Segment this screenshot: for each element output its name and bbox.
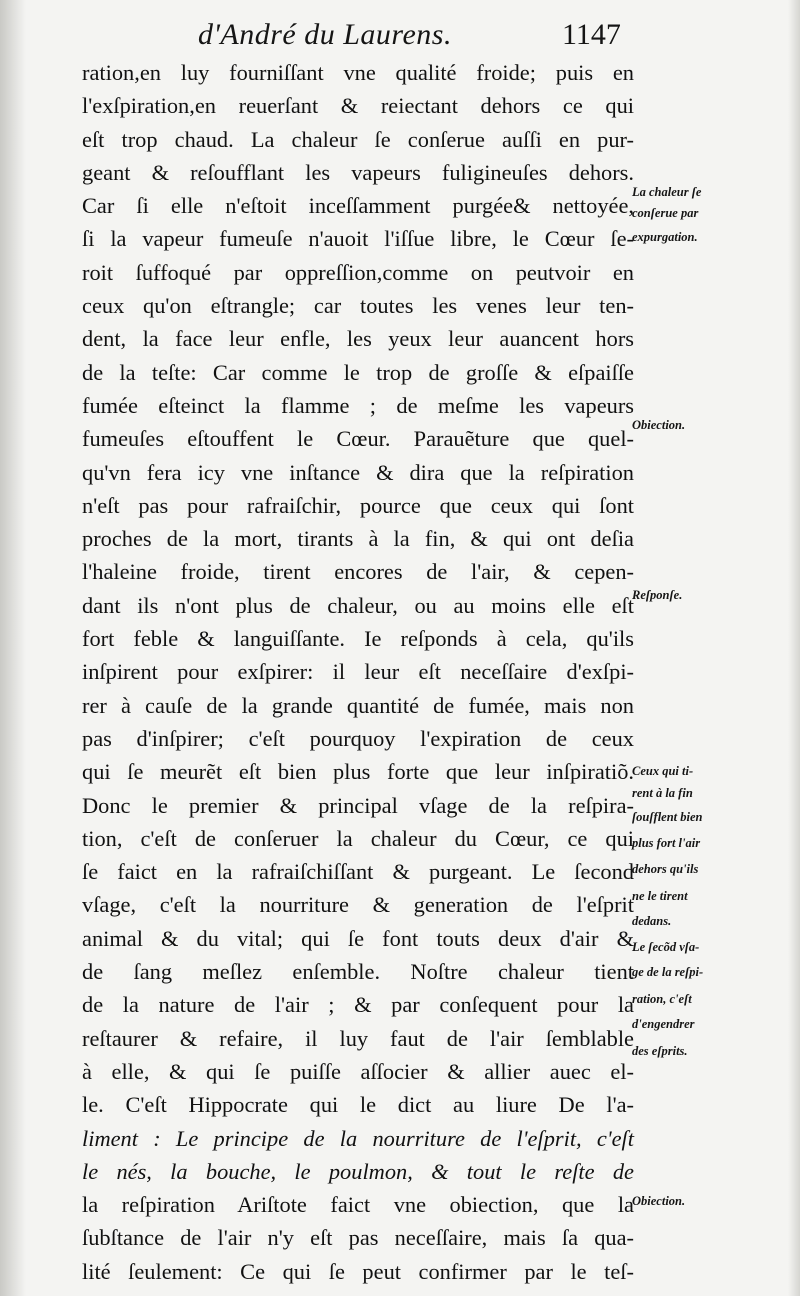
margin-note: Le ſecõd vſa- bbox=[632, 940, 700, 954]
text-line: ſe faict en la rafraiſchiſſant & purgeant. Le ſecond bbox=[82, 859, 634, 885]
text-line: l'exſpiration,en reuerſant & reiectant dehors ce qui bbox=[82, 93, 634, 119]
margin-note: ſouſflent bien bbox=[632, 810, 703, 824]
margin-note: ge de la reſpi- bbox=[632, 965, 704, 979]
text-line: de la teſte: Car comme le trop de groſſe & eſpaiſſe bbox=[82, 359, 634, 385]
margin-note: plus fort l'air bbox=[632, 836, 701, 850]
text-line: reſtaurer & refaire, il luy faut de l'air ſemblable bbox=[82, 1025, 634, 1051]
margin-note: expurgation. bbox=[632, 230, 698, 244]
text-line: vſage, c'eſt la nourriture & generation de l'eſprit bbox=[82, 892, 634, 918]
text-line: n'eſt pas pour rafraiſchir, pource que ceux qui ſont bbox=[82, 492, 634, 518]
text-line: ſi la vapeur fumeuſe n'auoit l'iſſue libre, le Cœur ſe- bbox=[82, 226, 634, 252]
margin-note: Reſponſe. bbox=[632, 588, 683, 602]
text-line: dent, la face leur enfle, les yeux leur auancent hors bbox=[82, 326, 634, 352]
text-line: de la nature de l'air ; & par conſequent pour la bbox=[82, 992, 634, 1018]
text-line: le. C'eſt Hippocrate qui le dict au liure De l'a- bbox=[82, 1092, 634, 1118]
text-line: proches de la mort, tirants à la fin, & qui ont deſia bbox=[82, 526, 634, 552]
margin-note: ration, c'eſt bbox=[632, 992, 692, 1006]
text-line: geant & reſoufflant les vapeurs fuligineuſes dehors. bbox=[82, 159, 634, 185]
text-line: fumeuſes eſtouffent le Cœur. Parauẽture que quel- bbox=[82, 426, 634, 452]
margin-note: Obiection. bbox=[632, 1194, 686, 1208]
text-line: roit ſuffoqué par oppreſſion,comme on peutvoir en bbox=[82, 259, 634, 285]
margin-note: ne le tirent bbox=[632, 889, 688, 903]
text-line: qu'vn fera icy vne inſtance & dira que la reſpiration bbox=[82, 459, 634, 485]
margin-note: Obiection. bbox=[632, 418, 686, 432]
text-line: fumée eſteinct la flamme ; de meſme les vapeurs bbox=[82, 392, 634, 418]
text-line: tion, c'eſt de conſeruer la chaleur du Cœur, ce qui bbox=[82, 825, 634, 851]
margin-note: conſerue par bbox=[632, 206, 699, 220]
text-line: l'haleine froide, tirent encores de l'air, & cepen- bbox=[82, 559, 634, 585]
margin-notes bbox=[632, 0, 782, 1296]
text-line: eſt trop chaud. La chaleur ſe conſerue auſſi en pur- bbox=[82, 126, 634, 152]
text-line: de ſang meſlez enſemble. Noſtre chaleur tient bbox=[82, 959, 634, 985]
text-line: à elle, & qui ſe puiſſe aſſocier & allier auec el- bbox=[82, 1058, 634, 1084]
text-line: Car ſi elle n'eſtoit inceſſamment purgée& nettoyée, bbox=[82, 193, 634, 219]
text-line: qui ſe meurẽt eſt bien plus forte que leur inſpiratiõ. bbox=[82, 759, 634, 785]
text-line: Donc le premier & principal vſage de la reſpira- bbox=[82, 792, 634, 818]
margin-note: d'engendrer bbox=[632, 1017, 695, 1031]
text-line: fort feble & languiſſante. Ie reſponds à cela, qu'ils bbox=[82, 626, 634, 652]
text-line: dant ils n'ont plus de chaleur, ou au moins elle eſt bbox=[82, 592, 634, 618]
text-line: lité ſeulement: Ce qui ſe peut confirmer par le teſ- bbox=[82, 1258, 634, 1284]
text-line: ration,en luy fourniſſant vne qualité froide; puis en bbox=[82, 60, 634, 85]
text-line: inſpirent pour exſpirer: il leur eſt neceſſaire d'exſpi- bbox=[82, 659, 634, 685]
text-line: ceux qu'on eſtrangle; car toutes les venes leur ten- bbox=[82, 293, 634, 319]
margin-note: rent à la fin bbox=[632, 786, 693, 800]
margin-note: La chaleur ſe bbox=[632, 185, 702, 199]
margin-note: dehors qu'ils bbox=[632, 862, 699, 876]
text-line: rer à cauſe de la grande quantité de fumée, mais non bbox=[82, 692, 634, 718]
page-number: 1147 bbox=[562, 18, 621, 51]
text-line: ſubſtance de l'air n'y eſt pas neceſſaire, mais ſa qua- bbox=[82, 1225, 634, 1251]
body-text bbox=[82, 56, 634, 1288]
text-line: pas d'inſpirer; c'eſt pourquoy l'expiration de ceux bbox=[82, 725, 634, 751]
margin-note: des eſprits. bbox=[632, 1044, 688, 1058]
running-title: d'André du Laurens. bbox=[198, 18, 452, 51]
margin-note: dedans. bbox=[632, 914, 672, 928]
text-line: animal & du vital; qui ſe font touts deux d'air & bbox=[82, 925, 634, 951]
text-line-italic-quote: le nés, la bouche, le poulmon, & tout le reſte de bbox=[82, 1158, 634, 1184]
margin-note: Ceux qui ti- bbox=[632, 764, 694, 778]
text-line-italic-quote: liment : Le principe de la nourriture de l'eſprit, c'eſt bbox=[82, 1125, 634, 1151]
text-line: la reſpiration Ariſtote faict vne obiection, que la bbox=[82, 1192, 634, 1218]
